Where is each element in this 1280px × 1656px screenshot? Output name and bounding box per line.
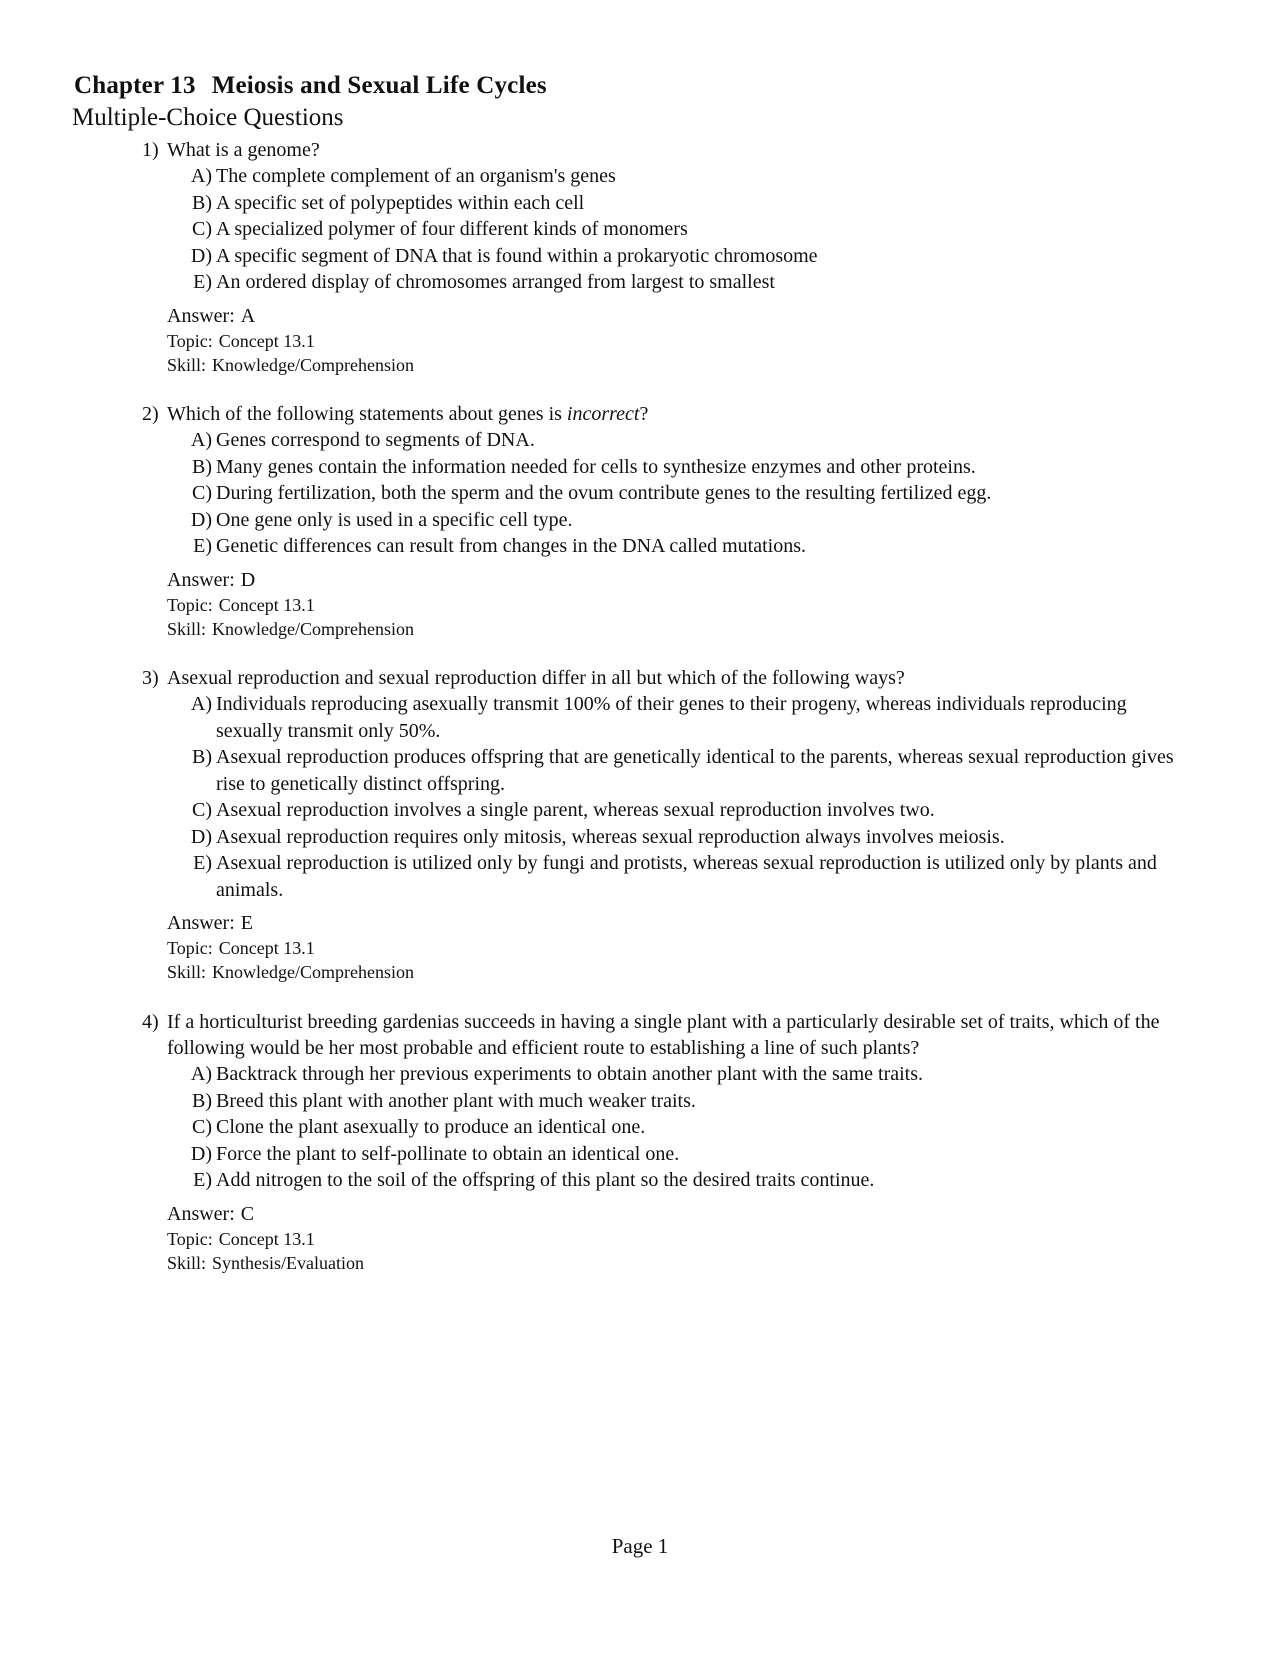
topic-line: Topic: Concept 13.1 bbox=[167, 330, 315, 351]
choice-d: D) One gene only is used in a specific cell type. bbox=[190, 508, 573, 531]
topic-line: Topic: Concept 13.1 bbox=[167, 1228, 315, 1249]
choice-e: E) Genetic differences can result from changes in the DNA called mutations. bbox=[193, 535, 806, 557]
skill-value: Knowledge/Comprehension bbox=[212, 962, 414, 982]
choice-e: E) Asexual reproduction is utilized only by fungi and protists, whereas sexual reproduction is utilized only by plants and animals. bbox=[193, 852, 1157, 901]
question-number: 4) bbox=[142, 1011, 159, 1033]
question-text: Which of the following statements about genes is incorrect? bbox=[167, 403, 649, 425]
question-number: 1) bbox=[142, 139, 159, 161]
skill-value: Knowledge/Comprehension bbox=[212, 618, 414, 639]
question-stem bbox=[142, 137, 1182, 163]
question-4 bbox=[142, 1009, 1182, 1275]
question-stem bbox=[142, 401, 1182, 427]
answer-value: A bbox=[240, 304, 256, 327]
answer-value: D bbox=[240, 568, 256, 591]
chapter-number: Chapter 13 bbox=[74, 72, 196, 99]
choice-c: C) During fertilization, both the sperm and the ovum contribute genes to the resulting fertilized egg. bbox=[192, 482, 992, 504]
choice-d: D) A specific segment of DNA that is found within a prokaryotic chromosome bbox=[190, 244, 818, 267]
topic-value: Concept 13.1 bbox=[218, 1228, 315, 1249]
chapter-name: Meiosis and Sexual Life Cycles bbox=[211, 72, 547, 99]
question-1 bbox=[142, 137, 1182, 377]
question-stem bbox=[142, 1009, 1182, 1061]
choice-list bbox=[186, 427, 1182, 560]
answer-line: Answer: D bbox=[167, 568, 256, 591]
question-3 bbox=[142, 665, 1182, 984]
answer-value: E bbox=[240, 912, 253, 934]
topic-value: Concept 13.1 bbox=[218, 938, 315, 958]
choice-b: B) Asexual reproduction produces offspring that are genetically identical to the parents, whereas sexual reproduction gives rise to genetically distinct offspring. bbox=[192, 746, 1174, 795]
question-meta bbox=[167, 1201, 1182, 1275]
question-meta bbox=[167, 303, 1182, 377]
question-stem bbox=[142, 665, 1182, 691]
answer-line: Answer: E bbox=[167, 912, 253, 934]
answer-value: C bbox=[240, 1202, 255, 1225]
question-text: What is a genome? bbox=[167, 139, 320, 161]
skill-value: Synthesis/Evaluation bbox=[212, 1252, 365, 1273]
skill-value: Knowledge/Comprehension bbox=[212, 354, 414, 375]
choice-e: E) Add nitrogen to the soil of the offspring of this plant so the desired traits continue. bbox=[193, 1169, 875, 1191]
choice-d: D) Asexual reproduction requires only mitosis, whereas sexual reproduction always involves meiosis. bbox=[190, 825, 1005, 848]
question-number: 3) bbox=[142, 667, 159, 689]
question-meta bbox=[167, 910, 1182, 984]
question-text: If a horticulturist breeding gardenias succeeds in having a single plant with a particularly desirable set of traits, which of the following would be her most probable and efficient route to establishing a line of such plants? bbox=[167, 1011, 1160, 1059]
topic-line: Topic: Concept 13.1 bbox=[167, 938, 315, 958]
topic-value: Concept 13.1 bbox=[218, 594, 315, 615]
choice-c: C) A specialized polymer of four different kinds of monomers bbox=[192, 218, 688, 240]
skill-line: Skill: Knowledge/Comprehension bbox=[167, 354, 414, 375]
choice-a: A) The complete complement of an organism's genes bbox=[190, 165, 616, 187]
choice-a: A) Backtrack through her previous experiments to obtain another plant with the same traits. bbox=[190, 1063, 924, 1085]
choice-b: B) Breed this plant with another plant with much weaker traits. bbox=[192, 1089, 696, 1112]
answer-line: Answer: A bbox=[167, 304, 256, 327]
choice-c: C) Clone the plant asexually to produce an identical one. bbox=[192, 1116, 646, 1138]
choice-list bbox=[186, 163, 1182, 296]
choice-list bbox=[186, 1061, 1182, 1194]
choice-a: A) Individuals reproducing asexually transmit 100% of their genes to their progeny, whereas individuals reproducing sexually transmit only 50%. bbox=[190, 693, 1127, 742]
emphasis-text: incorrect bbox=[566, 403, 640, 425]
question-text: Asexual reproduction and sexual reproduction differ in all but which of the following ways? bbox=[167, 667, 905, 689]
choice-b: B) A specific set of polypeptides within each cell bbox=[192, 191, 585, 214]
page-number: Page 1 bbox=[611, 1534, 669, 1558]
skill-line: Skill: Knowledge/Comprehension bbox=[167, 962, 414, 982]
skill-line: Skill: Synthesis/Evaluation bbox=[167, 1252, 365, 1273]
section-title: Multiple-Choice Questions bbox=[72, 104, 344, 131]
question-number: 2) bbox=[142, 403, 159, 425]
topic-value: Concept 13.1 bbox=[218, 330, 315, 351]
topic-line: Topic: Concept 13.1 bbox=[167, 594, 315, 615]
choice-d: D) Force the plant to self-pollinate to obtain an identical one. bbox=[190, 1142, 680, 1165]
answer-line: Answer: C bbox=[167, 1202, 255, 1225]
chapter-title bbox=[74, 72, 547, 100]
choice-c: C) Asexual reproduction involves a single parent, whereas sexual reproduction involves two. bbox=[192, 799, 935, 821]
choice-e: E) An ordered display of chromosomes arranged from largest to smallest bbox=[193, 271, 775, 293]
choice-list bbox=[186, 691, 1182, 903]
question-2 bbox=[142, 401, 1182, 641]
choice-b: B) Many genes contain the information needed for cells to synthesize enzymes and other proteins. bbox=[192, 455, 976, 478]
skill-line: Skill: Knowledge/Comprehension bbox=[167, 618, 414, 639]
question-meta bbox=[167, 567, 1182, 641]
choice-a: A) Genes correspond to segments of DNA. bbox=[190, 429, 535, 451]
